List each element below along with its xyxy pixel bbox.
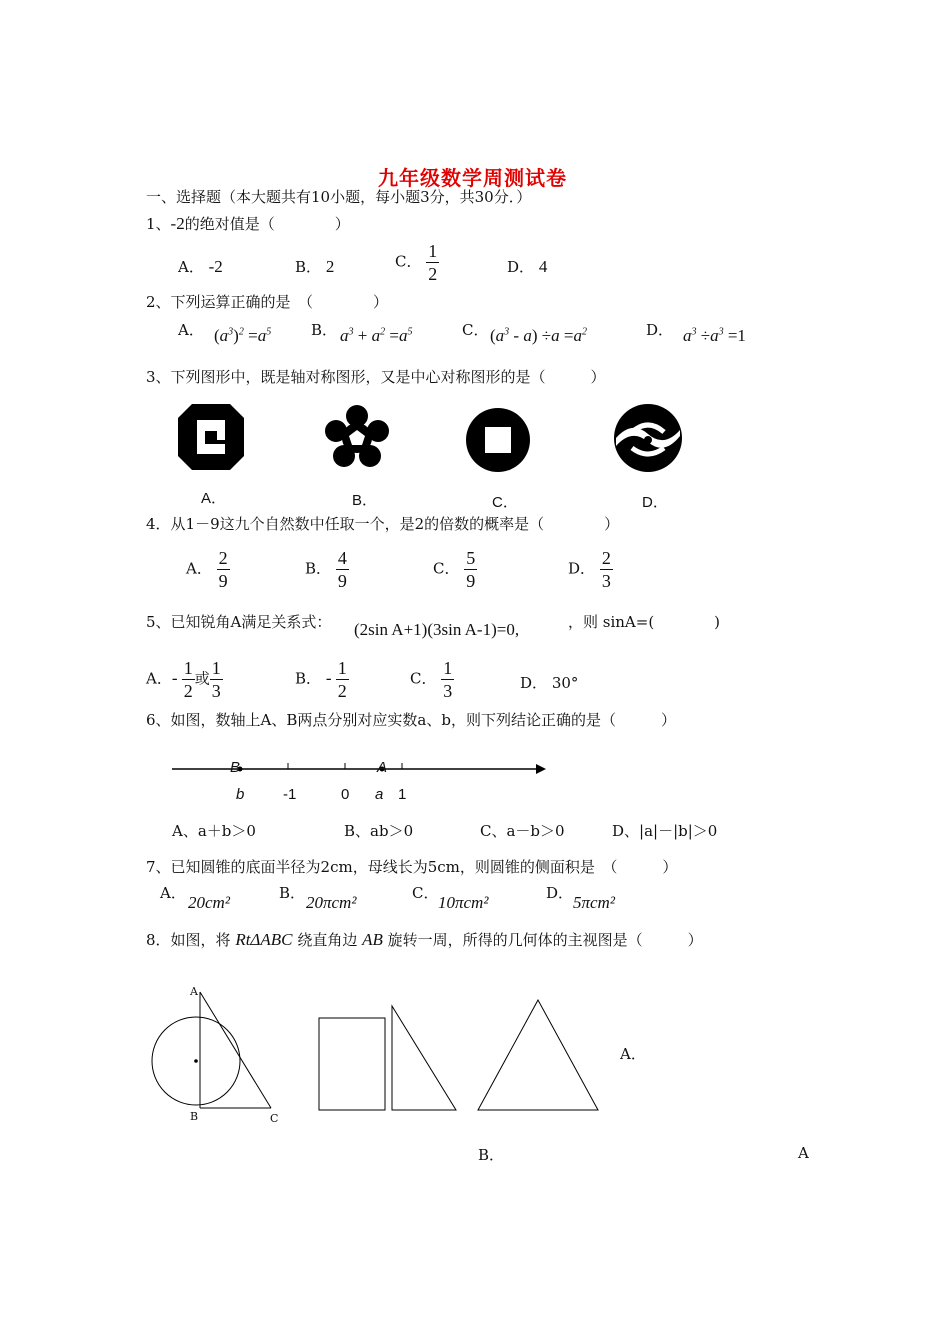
q4-option-d-label: D． bbox=[568, 559, 596, 578]
q5-option-a-fraction-2 bbox=[210, 657, 223, 702]
frac-den: 9 bbox=[466, 571, 476, 591]
q6-option-a: A、a＋b＞0 bbox=[172, 822, 256, 840]
q6-tick-label-1: 1 bbox=[398, 786, 407, 803]
q1-option-b-label: B． bbox=[295, 258, 322, 276]
frac-num: 2 bbox=[601, 548, 611, 568]
q5-option-d bbox=[520, 672, 578, 693]
q2-option-c-label: C． bbox=[462, 321, 489, 339]
q5-option-d-value: 30° bbox=[551, 674, 579, 692]
frac-den: 2 bbox=[183, 681, 193, 701]
q4-option-b bbox=[305, 547, 349, 592]
q8-right-triangle-figure bbox=[152, 992, 271, 1108]
q1-option-d-label: D． bbox=[507, 258, 535, 276]
q6-tick-label-0: 0 bbox=[341, 786, 350, 803]
frac-num: 4 bbox=[337, 548, 347, 568]
q1-option-c-label: C． bbox=[395, 252, 422, 271]
q1-option-a bbox=[178, 256, 223, 277]
q7-option-b-label: B． bbox=[279, 884, 306, 902]
q5-option-b-fraction bbox=[336, 657, 349, 702]
q1-option-a-value: -2 bbox=[208, 257, 223, 276]
q6-stem: 6、如图，数轴上A、B两点分别对应实数a、b，则下列结论正确的是（ ） bbox=[146, 711, 676, 729]
q7-option-a: 20cm² bbox=[188, 893, 230, 912]
q2-option-d: $a^3 \div a^3 =1$ bbox=[683, 326, 746, 345]
q1-stem-text: 的绝对值是（ ） bbox=[184, 215, 350, 233]
frac-num: 1 bbox=[428, 241, 438, 261]
q4-option-c bbox=[433, 547, 477, 592]
q6-option-c: C、a－b＞0 bbox=[480, 822, 565, 840]
q1-option-c bbox=[395, 240, 439, 285]
q8-option-rectangle bbox=[319, 1018, 385, 1110]
frac-num: 2 bbox=[218, 548, 228, 568]
q2-option-a: $(a^3)^2 =a^5$ bbox=[214, 326, 272, 345]
q5-stem: 5、已知锐角A满足关系式： bbox=[146, 613, 332, 631]
q7-option-a-label: A． bbox=[160, 884, 186, 902]
q6-point-a-label: A bbox=[377, 759, 388, 776]
frac-den: 9 bbox=[218, 571, 228, 591]
q4-option-a-fraction bbox=[217, 547, 230, 592]
q6-option-d: D、|a|－|b|＞0 bbox=[612, 822, 718, 840]
q6-tick-label-b: b bbox=[236, 786, 245, 803]
frac-den: 3 bbox=[601, 571, 611, 591]
q5-option-a-or: 或 bbox=[194, 669, 210, 688]
q4-option-b-fraction bbox=[336, 547, 349, 592]
q1-option-b-value: 2 bbox=[325, 257, 335, 276]
q2-option-a-label: A． bbox=[178, 321, 204, 339]
q1-option-b bbox=[295, 256, 334, 277]
q2-stem: 2、下列运算正确的是 （ ） bbox=[146, 293, 389, 311]
frac-den: 3 bbox=[211, 681, 221, 701]
frac-den: 3 bbox=[443, 681, 453, 701]
q6-tick-label-neg1: -1 bbox=[283, 786, 297, 803]
q2-option-d-label: D． bbox=[646, 321, 674, 339]
q4-option-c-fraction bbox=[464, 547, 477, 592]
q8-vertex-c-label: C bbox=[270, 1112, 279, 1125]
q6-option-b: B、ab＞0 bbox=[344, 822, 414, 840]
q7-option-c: 10πcm² bbox=[438, 893, 489, 912]
q5-option-d-label: D． bbox=[520, 674, 548, 692]
q5-option-a-label: A． bbox=[146, 669, 172, 688]
frac-num: 1 bbox=[183, 658, 193, 678]
figure-c-coin-icon bbox=[466, 408, 530, 472]
q4-stem: 4．从1－9这九个自然数中任取一个，是2的倍数的概率是（ ） bbox=[146, 515, 620, 533]
q3-stem: 3、下列图形中，既是轴对称图形，又是中心对称图形的是（ ） bbox=[146, 368, 606, 386]
q5-option-c bbox=[410, 657, 454, 702]
page-title: 九年级数学周测试卷 bbox=[378, 166, 567, 190]
q5-option-b: B． - $\frac{1}{2}$ bbox=[295, 658, 347, 701]
figure-a-octagon-icon bbox=[178, 404, 244, 470]
q8-option-isosceles-triangle bbox=[478, 1000, 598, 1110]
q5-option-b-label: B． bbox=[295, 669, 322, 688]
q7-option-d-label: D． bbox=[546, 884, 574, 902]
q7-option-b: 20πcm² bbox=[306, 893, 357, 912]
q6-tick-label-a: a bbox=[375, 786, 384, 803]
q4-option-a bbox=[186, 547, 230, 592]
q5-equation: (2sin A+1)(3sin A-1)=0, bbox=[354, 620, 520, 639]
q8-figures bbox=[140, 980, 620, 1130]
q8-stem-post: 旋转一周，所得的几何体的主视图是（ ） bbox=[387, 931, 703, 949]
q7-stem: 7、已知圆锥的底面半径为2cm，母线长为5cm，则圆锥的侧面积是 （ ） bbox=[146, 858, 678, 876]
q1-option-a-label: A． bbox=[178, 258, 204, 276]
frac-den: 2 bbox=[337, 681, 347, 701]
q1-value: -2 bbox=[170, 214, 185, 233]
q8-option-b-label: B． bbox=[478, 1146, 505, 1164]
arrow-head-icon bbox=[536, 764, 546, 774]
frac-num: 5 bbox=[466, 548, 476, 568]
figure-d-wave-circle-icon bbox=[614, 404, 682, 472]
q1-option-c-fraction bbox=[426, 240, 439, 285]
q3-label-c: C． bbox=[492, 494, 518, 511]
q8-option-right-triangle bbox=[392, 1006, 456, 1110]
section-heading: 一、选择题（本大题共有10小题，每小题3分，共30分．） bbox=[146, 188, 532, 206]
q8-option-a-label: A． bbox=[620, 1045, 646, 1063]
q3-label-b: B． bbox=[352, 492, 378, 509]
q4-option-b-label: B． bbox=[305, 559, 332, 578]
frac-num: 1 bbox=[337, 658, 347, 678]
q2-option-b-label: B． bbox=[311, 321, 338, 339]
q8-option-a-tail: A bbox=[798, 1144, 809, 1162]
q1-option-d bbox=[507, 256, 547, 277]
q3-figures bbox=[170, 398, 710, 480]
q8-edge-name: AB bbox=[362, 930, 383, 949]
q2-option-c: $(a^3 - a) \div a =a^2$ bbox=[490, 326, 587, 345]
q1-stem bbox=[146, 213, 350, 234]
q6-point-b-label: B bbox=[230, 759, 241, 776]
q1-number: 1、 bbox=[146, 215, 171, 233]
q4-option-c-label: C． bbox=[433, 559, 460, 578]
q6-number-line bbox=[170, 754, 560, 804]
q8-stem-mid: 绕直角边 bbox=[297, 931, 358, 949]
q4-option-d-fraction bbox=[600, 547, 613, 592]
q3-label-d: D． bbox=[642, 494, 668, 511]
q5-option-a: A．- $\frac{1}{2}$ 或 $\frac{1}{3}$ bbox=[146, 658, 221, 701]
frac-num: 1 bbox=[443, 658, 453, 678]
q8-triangle-name: RtΔABC bbox=[235, 930, 293, 949]
q7-option-c-label: C． bbox=[412, 884, 439, 902]
q2-option-b: $a^3 + a^2 =a^5$ bbox=[340, 326, 413, 345]
q3-label-a: A． bbox=[201, 490, 227, 507]
q5-tail: ，则 sinA=( ) bbox=[568, 613, 721, 631]
q1-option-d-value: 4 bbox=[538, 257, 548, 276]
q7-option-d: 5πcm² bbox=[573, 893, 615, 912]
frac-den: 2 bbox=[428, 264, 438, 284]
q5-option-a-fraction-1 bbox=[182, 657, 195, 702]
q5-option-c-fraction bbox=[441, 657, 454, 702]
q8-stem bbox=[146, 929, 703, 950]
frac-num: 1 bbox=[211, 658, 221, 678]
q4-option-d bbox=[568, 547, 613, 592]
q5-option-c-label: C． bbox=[410, 669, 437, 688]
q8-vertex-a-label: A bbox=[190, 985, 198, 998]
q8-vertex-b-label: B bbox=[190, 1110, 199, 1123]
figure-b-pentagon-flower-icon bbox=[325, 405, 389, 467]
frac-den: 9 bbox=[337, 571, 347, 591]
q4-option-a-label: A． bbox=[186, 559, 212, 578]
q8-stem-pre: 8．如图，将 bbox=[146, 931, 231, 949]
